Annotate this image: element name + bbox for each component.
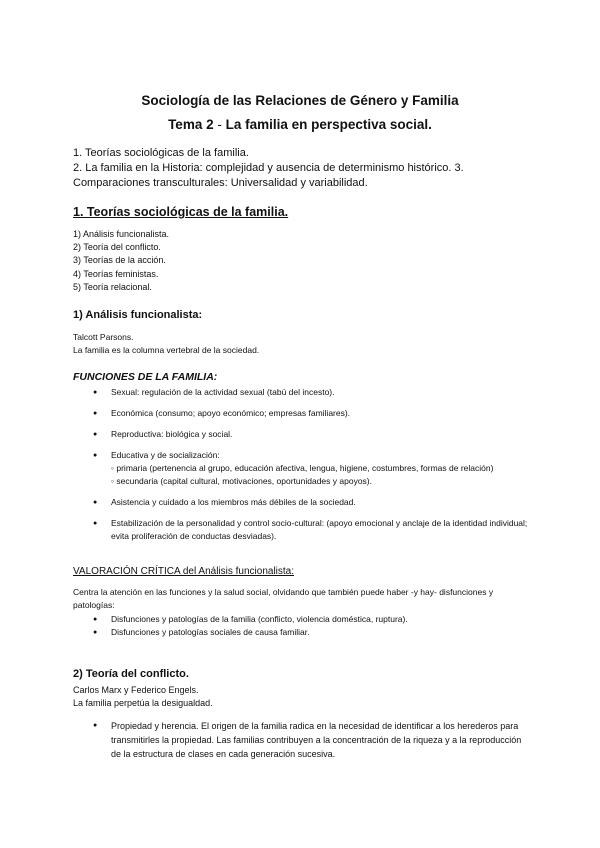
subtitle-tema: Tema 2 (168, 117, 214, 132)
valoracion-item (93, 626, 533, 639)
conflict-quote: La familia perpetúa la desigualdad. (73, 698, 213, 708)
conflict-list (93, 719, 533, 761)
conflict-heading: 2) Teoría del conflicto. (73, 668, 189, 680)
intro-block (73, 146, 533, 191)
theory-item: 4) Teorías feministas. (73, 268, 159, 279)
funcion-item (93, 428, 533, 441)
funcion-text: Sexual: regulación de la actividad sexual (tabú del incesto). (111, 387, 335, 397)
document-subtitle (0, 117, 600, 132)
funcion-item (93, 386, 533, 399)
subtitle-dash: - (213, 117, 226, 132)
func-author: Talcott Parsons. (73, 332, 134, 342)
theory-item: 1) Análisis funcionalista. (73, 229, 170, 239)
valoracion-item-text: Disfunciones y patologías sociales de causa familiar. (111, 627, 310, 637)
conflict-item-text: Propiedad y herencia. El origen de la familia radica en la necesidad de identificar a los herederos para transmitirles la propiedad. Las familias contribuyen a la concentración de la riqueza y a la reproducción de la estructura de clases en cada generación sucesiva. (111, 721, 522, 759)
funcion-item (93, 517, 533, 543)
valoracion-heading: VALORACIÓN CRÍTICA del Análisis funcionalista: (73, 566, 295, 577)
intro-line: 1. Teorías sociológicas de la familia. (73, 147, 249, 159)
valoracion-list (93, 613, 533, 639)
funciones-heading: FUNCIONES DE LA FAMILIA: (73, 371, 218, 383)
func-quote: La familia es la columna vertebral de la sociedad. (73, 345, 260, 355)
theories-list (73, 228, 169, 294)
educativa-sub-item: ◦ primaria (pertenencia al grupo, educación afectiva, lengua, higiene, costumbres, formas de relación) (111, 463, 494, 473)
intro-line: Comparaciones transculturales: Universalidad y variabilidad. (73, 177, 368, 189)
valoracion-item (93, 613, 533, 626)
valoracion-text: Centra la atención en las funciones y la salud social, olvidando que también puede haber -y hay- disfunciones y patologías: (73, 587, 494, 610)
funcion-item (93, 496, 533, 509)
funcion-text: Asistencia y cuidado a los miembros más débiles de la sociedad. (111, 497, 356, 507)
funcion-item (93, 449, 533, 488)
conflict-item (93, 719, 533, 761)
funcion-text: Educativa y de socialización: (111, 450, 220, 460)
func-heading: 1) Análisis funcionalista: (73, 309, 203, 321)
funcion-text: Reproductiva: biológica y social. (111, 429, 233, 439)
theory-item: 3) Teorías de la acción. (73, 255, 166, 266)
subtitle-text: La familia en perspectiva social. (225, 117, 432, 132)
theory-item: 5) Teoría relacional. (73, 281, 152, 292)
theory-item: 2) Teoría del conflicto. (73, 242, 161, 253)
intro-line: 2. La familia en la Historia: complejidad y ausencia de determinismo histórico. 3. (73, 162, 464, 174)
conflict-authors: Carlos Marx y Federico Engels. (73, 685, 199, 695)
funcion-item (93, 407, 533, 420)
funcion-text: Económica (consumo; apoyo económico; empresas familiares). (111, 408, 351, 418)
funciones-list (93, 386, 533, 543)
section1-heading: 1. Teorías sociológicas de la familia. (73, 205, 289, 219)
educativa-sub-item: ◦ secundaria (capital cultural, motivaciones, oportunidades y apoyos). (111, 476, 372, 486)
funcion-text: Estabilización de la personalidad y control socio-cultural: (apoyo emocional y anclaje de la identidad individual; evita proliferación de conductas desviadas). (111, 518, 528, 541)
valoracion-item-text: Disfunciones y patologías de la familia (conflicto, violencia doméstica, ruptura). (111, 614, 408, 624)
document-title: Sociología de las Relaciones de Género y Familia (141, 93, 459, 108)
